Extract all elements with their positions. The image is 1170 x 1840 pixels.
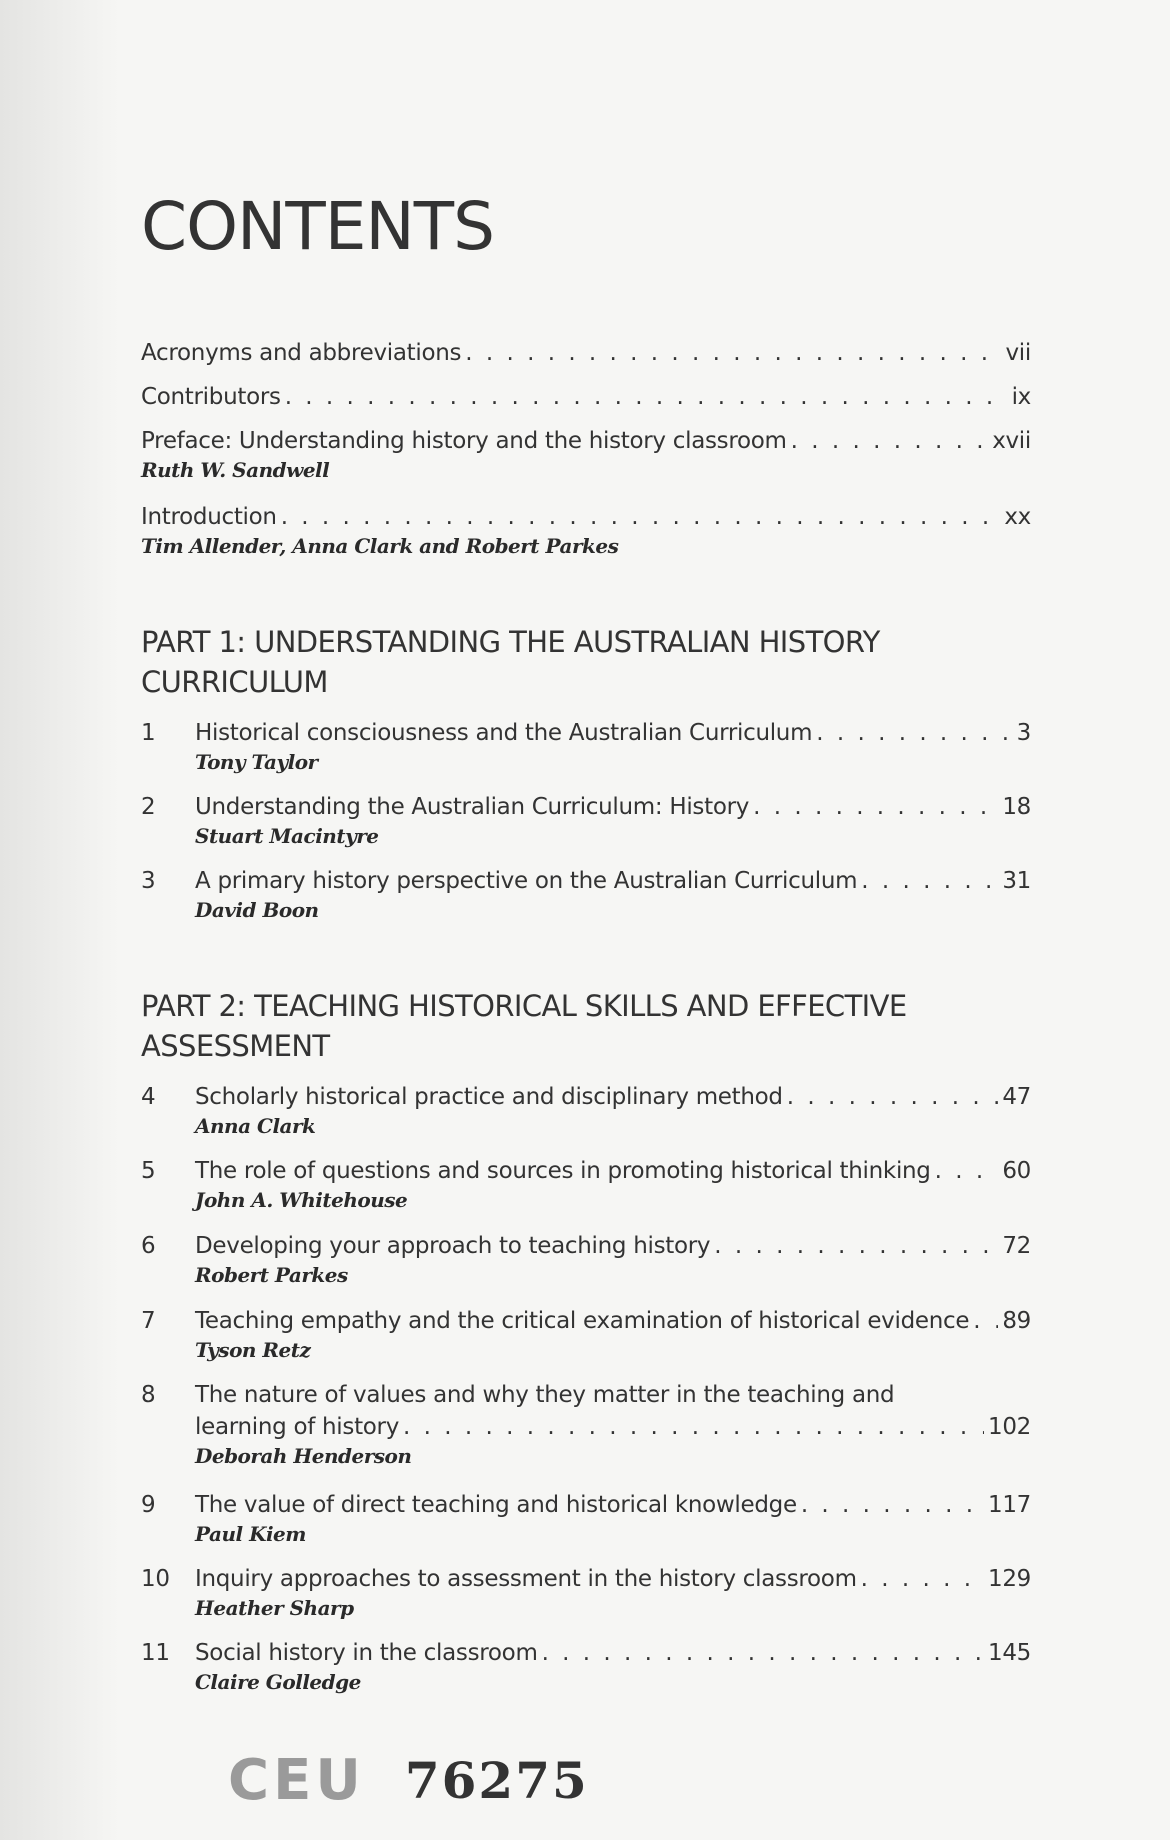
entry-title: Contributors <box>141 384 281 410</box>
entry-title: Acronyms and abbreviations <box>141 340 462 366</box>
chapter-entry <box>141 1492 1031 1546</box>
chapter-entry <box>141 1308 1031 1362</box>
entry-title: Introduction <box>141 504 277 530</box>
chapter-number: 5 <box>141 1158 156 1184</box>
entry-title: Preface: Understanding history and the history classroom <box>141 428 787 454</box>
chapter-author: David Boon <box>195 898 319 922</box>
front-matter-entry <box>141 428 1031 482</box>
chapter-entry <box>141 1233 1031 1287</box>
chapter-number: 6 <box>141 1233 156 1259</box>
chapter-title: Developing your approach to teaching history <box>195 1233 711 1259</box>
chapter-entry <box>141 1084 1031 1138</box>
chapter-number: 4 <box>141 1084 156 1110</box>
chapter-entry <box>141 794 1031 848</box>
dot-leader <box>791 428 989 454</box>
chapter-number: 7 <box>141 1308 156 1334</box>
chapter-title: Historical consciousness and the Australian Curriculum <box>195 720 813 746</box>
chapter-entry <box>141 1158 1031 1212</box>
dot-leader <box>465 340 1001 366</box>
chapter-entry <box>141 868 1031 922</box>
chapter-title: The value of direct teaching and historical knowledge <box>195 1492 797 1518</box>
chapter-title: Teaching empathy and the critical examination of historical evidence <box>195 1308 970 1334</box>
chapter-title: Inquiry approaches to assessment in the history classroom <box>195 1566 857 1592</box>
dot-leader <box>973 1308 998 1334</box>
stamp-letters: CEU <box>228 1748 365 1813</box>
part-heading: PART 1: UNDERSTANDING THE AUSTRALIAN HISTORY CURRICULUM <box>141 625 880 699</box>
dot-leader <box>861 868 998 894</box>
chapter-number: 8 <box>141 1382 156 1408</box>
entry-author: Ruth W. Sandwell <box>141 458 330 482</box>
chapter-title-line1: The nature of values and why they matter in the teaching and <box>195 1382 895 1408</box>
chapter-entry <box>141 720 1031 774</box>
dot-leader <box>801 1492 984 1518</box>
dot-leader <box>861 1566 984 1592</box>
front-matter-entry <box>141 504 1031 558</box>
page-title: CONTENTS <box>141 188 495 265</box>
chapter-number: 9 <box>141 1492 156 1518</box>
entry-author: Tim Allender, Anna Clark and Robert Parkes <box>141 534 619 558</box>
chapter-entry <box>141 1640 1031 1694</box>
chapter-title: Understanding the Australian Curriculum: History <box>195 794 750 820</box>
chapter-author: Tyson Retz <box>195 1338 311 1362</box>
chapter-entry <box>141 1382 1031 1468</box>
chapter-author: John A. Whitehouse <box>195 1188 408 1212</box>
entry-page-number: vii <box>1005 340 1031 366</box>
dot-leader <box>816 720 1012 746</box>
chapter-author: Stuart Macintyre <box>195 824 379 848</box>
dot-leader <box>403 1414 984 1440</box>
chapter-author: Tony Taylor <box>195 750 318 774</box>
chapter-page-number: 31 <box>1002 868 1031 894</box>
chapter-page-number: 145 <box>988 1640 1031 1666</box>
dot-leader <box>714 1233 998 1259</box>
chapter-author: Heather Sharp <box>195 1596 354 1620</box>
chapter-number: 11 <box>141 1640 170 1666</box>
chapter-title: The role of questions and sources in promoting historical thinking <box>195 1158 931 1184</box>
stamp-number: 76275 <box>404 1751 589 1810</box>
entry-page-number: xx <box>1004 504 1031 530</box>
chapter-entry <box>141 1566 1031 1620</box>
chapter-page-number: 89 <box>1002 1308 1031 1334</box>
chapter-author: Robert Parkes <box>195 1263 348 1287</box>
chapter-page-number: 47 <box>1002 1084 1031 1110</box>
chapter-page-number: 60 <box>1002 1158 1031 1184</box>
chapter-author: Claire Golledge <box>195 1670 361 1694</box>
chapter-title: learning of history <box>195 1414 400 1440</box>
front-matter-entry <box>141 384 1031 410</box>
chapter-page-number: 3 <box>1016 720 1031 746</box>
chapter-title: A primary history perspective on the Australian Curriculum <box>195 868 858 894</box>
chapter-page-number: 117 <box>988 1492 1031 1518</box>
entry-page-number: xvii <box>992 428 1031 454</box>
chapter-author: Anna Clark <box>195 1114 316 1138</box>
part-heading: PART 2: TEACHING HISTORICAL SKILLS AND EFFECTIVE ASSESSMENT <box>141 989 907 1063</box>
dot-leader <box>753 794 998 820</box>
chapter-title: Social history in the classroom <box>195 1640 538 1666</box>
dot-leader <box>787 1084 999 1110</box>
chapter-number: 10 <box>141 1566 170 1592</box>
chapter-number: 2 <box>141 794 156 820</box>
chapter-author: Deborah Henderson <box>195 1444 412 1468</box>
library-stamp <box>228 1748 589 1813</box>
chapter-title: Scholarly historical practice and disciplinary method <box>195 1084 783 1110</box>
chapter-number: 3 <box>141 868 156 894</box>
dot-leader <box>281 504 1001 530</box>
chapter-author: Paul Kiem <box>195 1522 306 1546</box>
chapter-number: 1 <box>141 720 156 746</box>
front-matter-entry <box>141 340 1031 366</box>
chapter-page-number: 102 <box>988 1414 1031 1440</box>
chapter-page-number: 72 <box>1002 1233 1031 1259</box>
chapter-page-number: 129 <box>988 1566 1031 1592</box>
chapter-page-number: 18 <box>1002 794 1031 820</box>
dot-leader <box>285 384 1008 410</box>
entry-page-number: ix <box>1011 384 1031 410</box>
dot-leader <box>542 1640 984 1666</box>
dot-leader <box>935 1158 999 1184</box>
